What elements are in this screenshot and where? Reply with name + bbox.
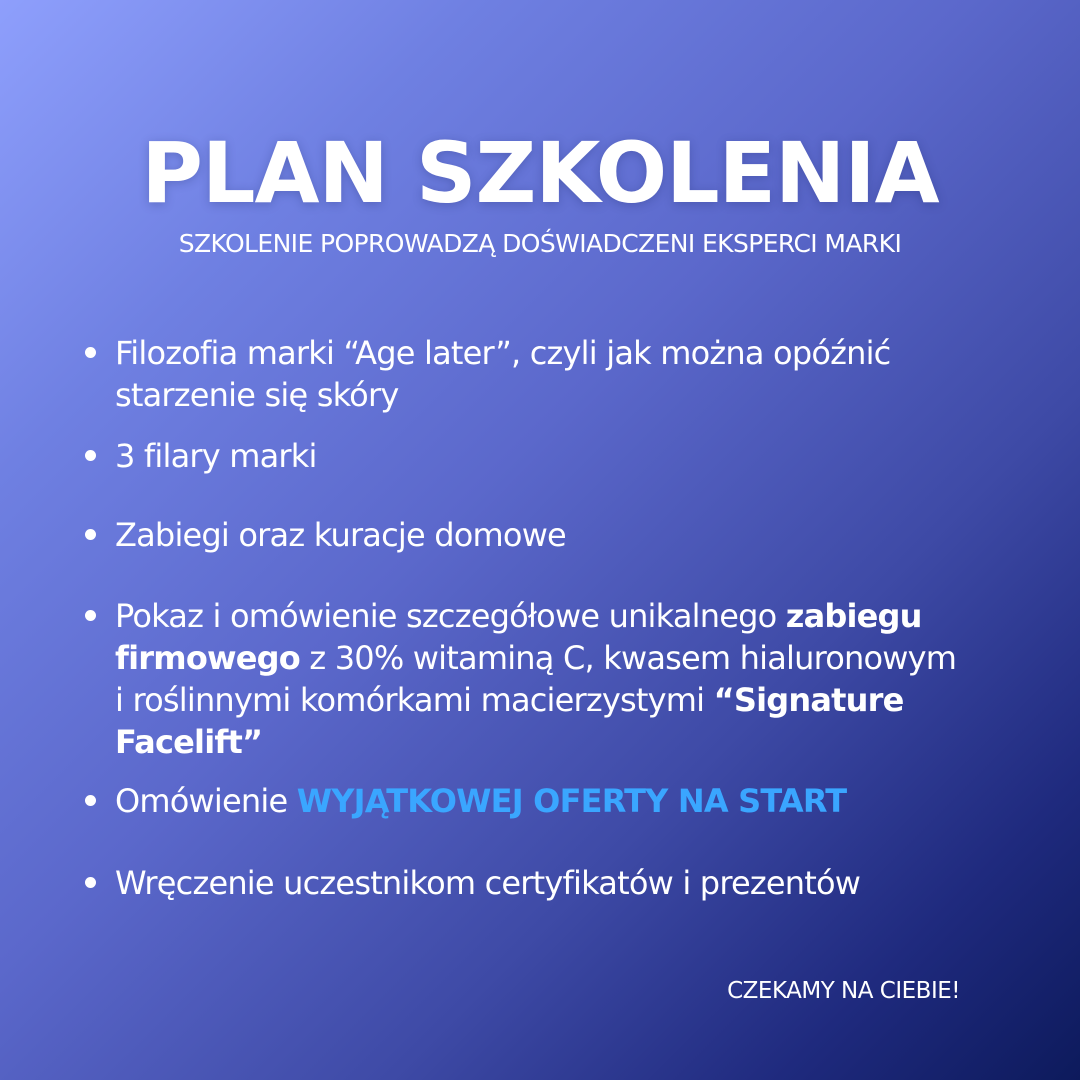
treatment-name: “Signature Facelift” — [115, 681, 904, 761]
agenda-item-text: Pokaz i omówienie szczegółowe unikalnego — [115, 597, 786, 635]
bullet-icon — [85, 795, 96, 806]
agenda-item-home-treatments — [82, 514, 962, 556]
bullet-icon — [85, 529, 96, 540]
agenda-item-brand-pillars — [82, 435, 962, 477]
agenda-item-certificates — [82, 862, 962, 904]
agenda-item-text: Omówienie — [115, 782, 297, 820]
agenda-item-text: z 30% witaminą C, kwasem hialuronowym i roślinnymi komórkami macierzystymi — [115, 639, 957, 719]
agenda-item-brand-philosophy — [82, 332, 962, 416]
agenda-item-special-offer — [82, 780, 962, 822]
bullet-icon — [85, 610, 96, 621]
agenda-item-text: Zabiegi oraz kuracje domowe — [115, 516, 566, 554]
closing-message: CZEKAMY NA CIEBIE! — [727, 978, 960, 1004]
poster-title: PLAN SZKOLENIA — [141, 124, 939, 222]
agenda-item-text: Filozofia marki “Age later”, czyli jak można opóźnić starzenie się skóry — [115, 334, 891, 414]
poster-subtitle: SZKOLENIE POPROWADZĄ DOŚWIADCZENI EKSPERCI MARKI — [178, 229, 902, 258]
bullet-icon — [85, 877, 96, 888]
agenda-item-signature-treatment — [82, 595, 962, 763]
agenda-item-text: 3 filary marki — [115, 437, 317, 475]
bullet-icon — [85, 347, 96, 358]
agenda-item-text: Wręczenie uczestnikom certyfikatów i prezentów — [115, 864, 861, 902]
special-offer-highlight: WYJĄTKOWEJ OFERTY NA START — [296, 782, 847, 820]
bullet-icon — [85, 450, 96, 461]
agenda-item-emphasis: zabiegu firmowego — [115, 597, 922, 677]
